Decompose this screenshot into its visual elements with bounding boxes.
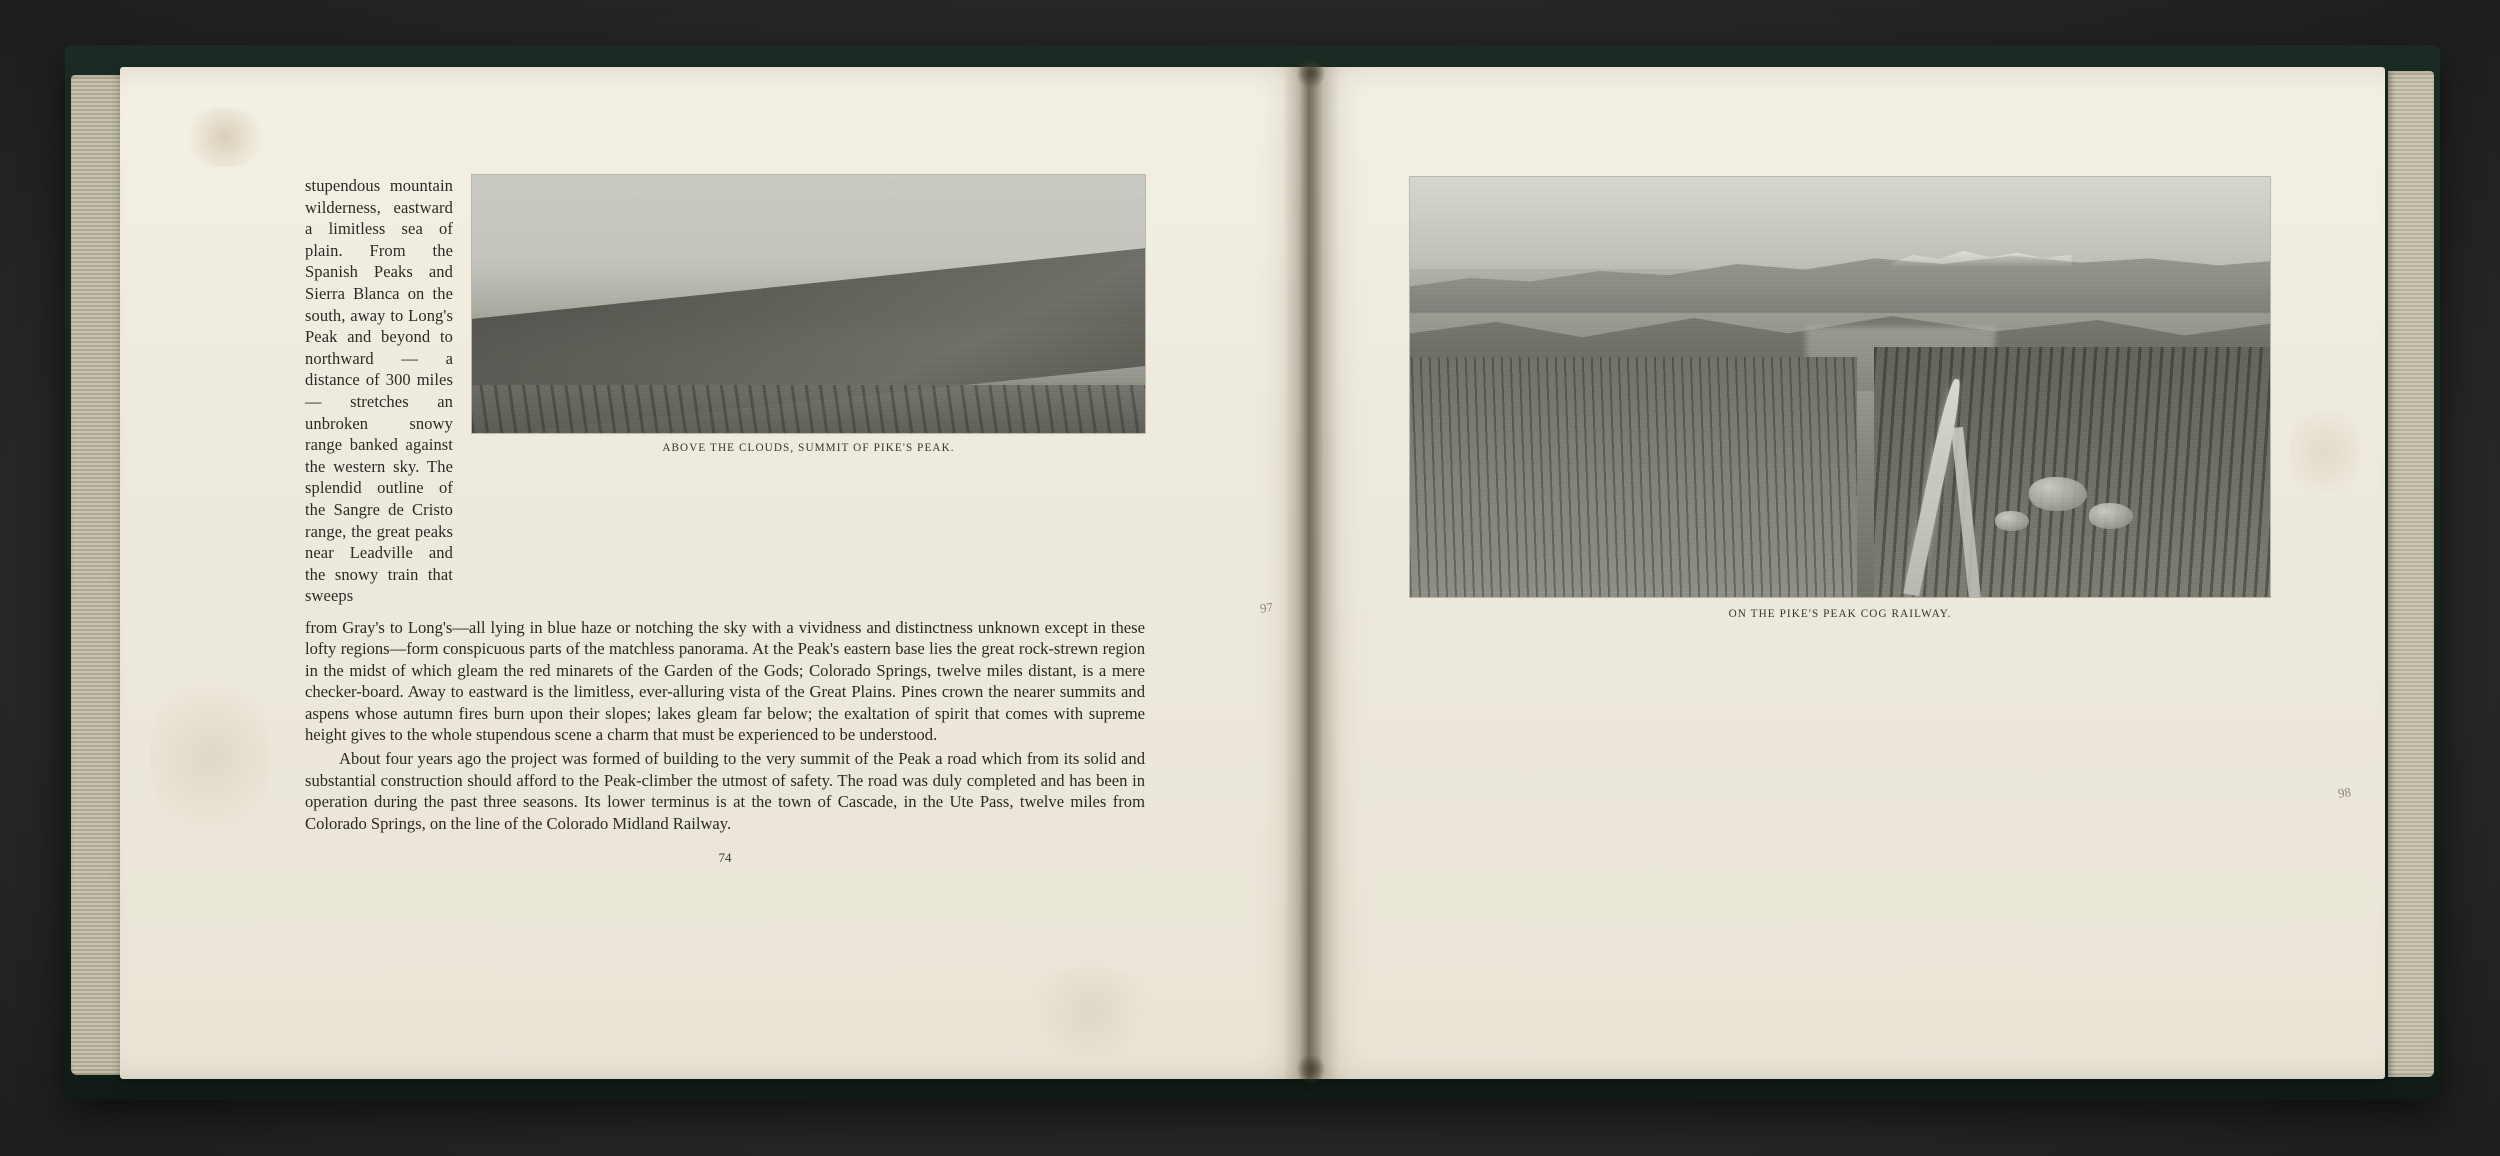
figure-above-the-clouds: [472, 175, 1145, 454]
text-and-figure-block: [305, 175, 1145, 607]
halftone-grain: [472, 175, 1145, 433]
figure-caption-right: ON THE PIKE'S PEAK COG RAILWAY.: [1728, 608, 1952, 620]
photo-pikes-peak-cog-railway: [1410, 177, 2270, 597]
open-book: [65, 45, 2440, 1100]
left-page-content: [305, 175, 1145, 866]
book-gutter: [1283, 67, 1339, 1079]
margin-note-right: 98: [2336, 784, 2352, 801]
drop-column-text: stupendous mountain wilderness, eastward a limitless sea of plain. From the Spanish Peaks and Sierra Blanca on the south, away to Long's Peak and beyond to northward — a distance of 300 miles — stretches an unbroken snowy range banked against the western sky. The splendid outline of the Sangre de Cristo range, the great peaks near Leadville and the snowy train that sweeps: [305, 176, 453, 606]
foxing-spot: [2290, 397, 2360, 507]
figure-caption-left: ABOVE THE CLOUDS, SUMMIT OF PIKE'S PEAK.: [662, 442, 955, 454]
spine-bottom-shadow: [1297, 1055, 1325, 1083]
foxing-spot: [150, 667, 270, 847]
margin-note-left: 97: [1258, 599, 1274, 616]
body-paragraph-1: from Gray's to Long's—all lying in blue haze or notching the sky with a vividness and distinctness unknown except in these lofty regions—form conspicuous parts of the matchless panorama. At the Peak's eastern base lies the great rock-strewn region in the midst of which gleam the red minarets of the Garden of the Gods; Colorado Springs, twelve miles distant, is a mere checker-board. Away to eastward is the limitless, ever-alluring vista of the Great Plains. Pines crown the nearer summits and aspens whose autumn fires burn upon their slopes; lakes gleam far below; the exaltation of spirit that comes with supreme height gives to the whole stupendous scene a charm that must be experienced to be understood.: [305, 617, 1145, 744]
photo-above-the-clouds: [472, 175, 1145, 433]
halftone-grain: [1410, 177, 2270, 597]
body-paragraph-2: About four years ago the project was formed of building to the very summit of the Peak a road which from its solid and substantial construction should afford to the Peak-climber the utmost of safety. The road was duly completed and has been in operation during the past three seasons. Its lower terminus is at the town of Cascade, in the Ute Pass, twelve miles from Colorado Springs, on the line of the Colorado Midland Railway.: [305, 749, 1145, 833]
spine-top-shadow: [1297, 59, 1325, 87]
right-page-content: [1410, 177, 2270, 620]
foxing-spot: [180, 107, 270, 167]
page-number-left: 74: [718, 849, 732, 865]
page-edge-stack-right: [2388, 71, 2434, 1077]
foxing-spot: [1020, 967, 1160, 1057]
